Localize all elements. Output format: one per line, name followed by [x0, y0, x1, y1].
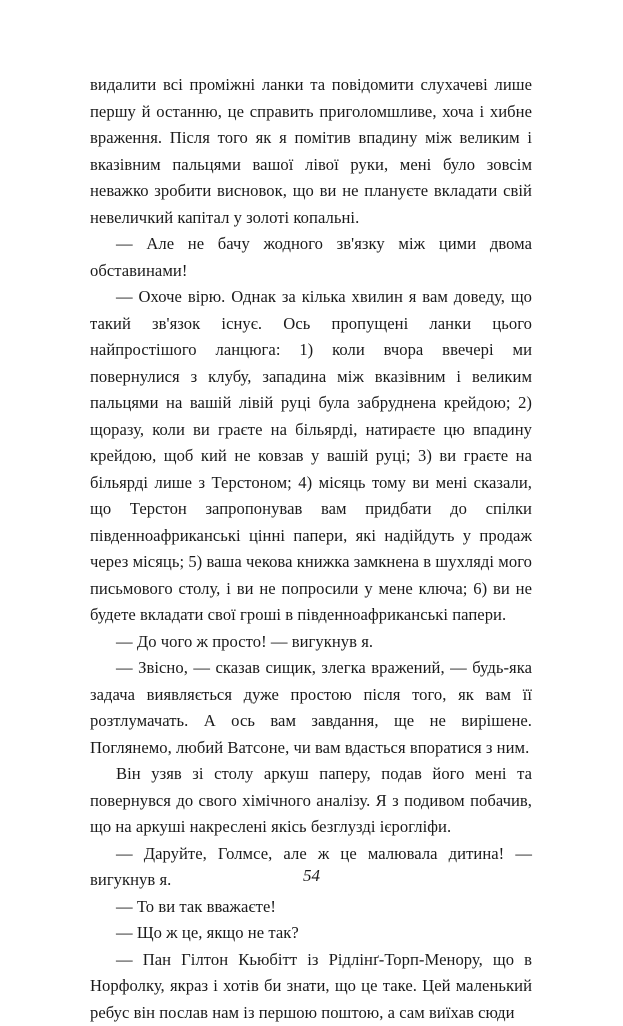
page-number: 54 — [0, 866, 623, 886]
paragraph-dialogue: — Звісно, — сказав сищик, злегка вражений, — будь-яка задача виявляється дуже простою після того, як вам її розтлумачать. А ось вам завдання, ще не вирішене. Поглянемо, любий Ватсоне, чи вам вдасться впоратися з ним. — [90, 655, 532, 761]
paragraph-dialogue: — Пан Гілтон Кьюбітт із Рідлінґ-Торп-Менору, що в Норфолку, якраз і хотів би знати, що це таке. Цей маленький ребус він послав нам із першою поштою, а сам виїхав сюди — [90, 947, 532, 1026]
paragraph-dialogue: — То ви так вважаєте! — [90, 894, 532, 921]
paragraph-dialogue: — Даруйте, Голмсе, але ж це малювала дитина! — вигукнув я. — [90, 841, 532, 894]
paragraph-dialogue: — Але не бачу жодного зв'язку між цими двома обставинами! — [90, 231, 532, 284]
paragraph-continued: видалити всі проміжні ланки та повідомити слухачеві лише першу й останню, це справить приголомшливе, хоча і хибне враження. Після того як я помітив впадину між великим і вказівним пальцями вашої лівої руки, мені було зовсім неважко зробити висновок, що ви не плануєте вкладати свій невеличкий капітал у золоті копальні. — [90, 72, 532, 231]
paragraph-narration: Він узяв зі столу аркуш паперу, подав його мені та повернувся до свого хімічного аналізу. Я з подивом побачив, що на аркуші накреслені якісь безглузді ієрогліфи. — [90, 761, 532, 841]
paragraph-dialogue: — До чого ж просто! — вигукнув я. — [90, 629, 532, 656]
paragraph-dialogue: — Охоче вірю. Однак за кілька хвилин я вам доведу, що такий зв'язок існує. Ось пропущені ланки цього найпростішого ланцюга: 1) коли вчора ввечері ми повернулися з клубу, западина між вказівним і великим пальцями на вашій лівій руці була забруднена крейдою; 2) щоразу, коли ви граєте на більярді, натираєте цю впадину крейдою, щоб кий не ковзав у вашій руці; 3) ви граєте на більярді лише з Терстоном; 4) місяць тому ви мені сказали, що Терстон запропонував вам придбати до спілки південноафриканські цінні папери, які надійдуть у продаж через місяць; 5) ваша чекова книжка замкнена в шухляді мого письмового столу, і ви не попросили у мене ключа; 6) ви не будете вкладати свої гроші в південноафриканські папери. — [90, 284, 532, 629]
paragraph-dialogue: — Що ж це, якщо не так? — [90, 920, 532, 947]
